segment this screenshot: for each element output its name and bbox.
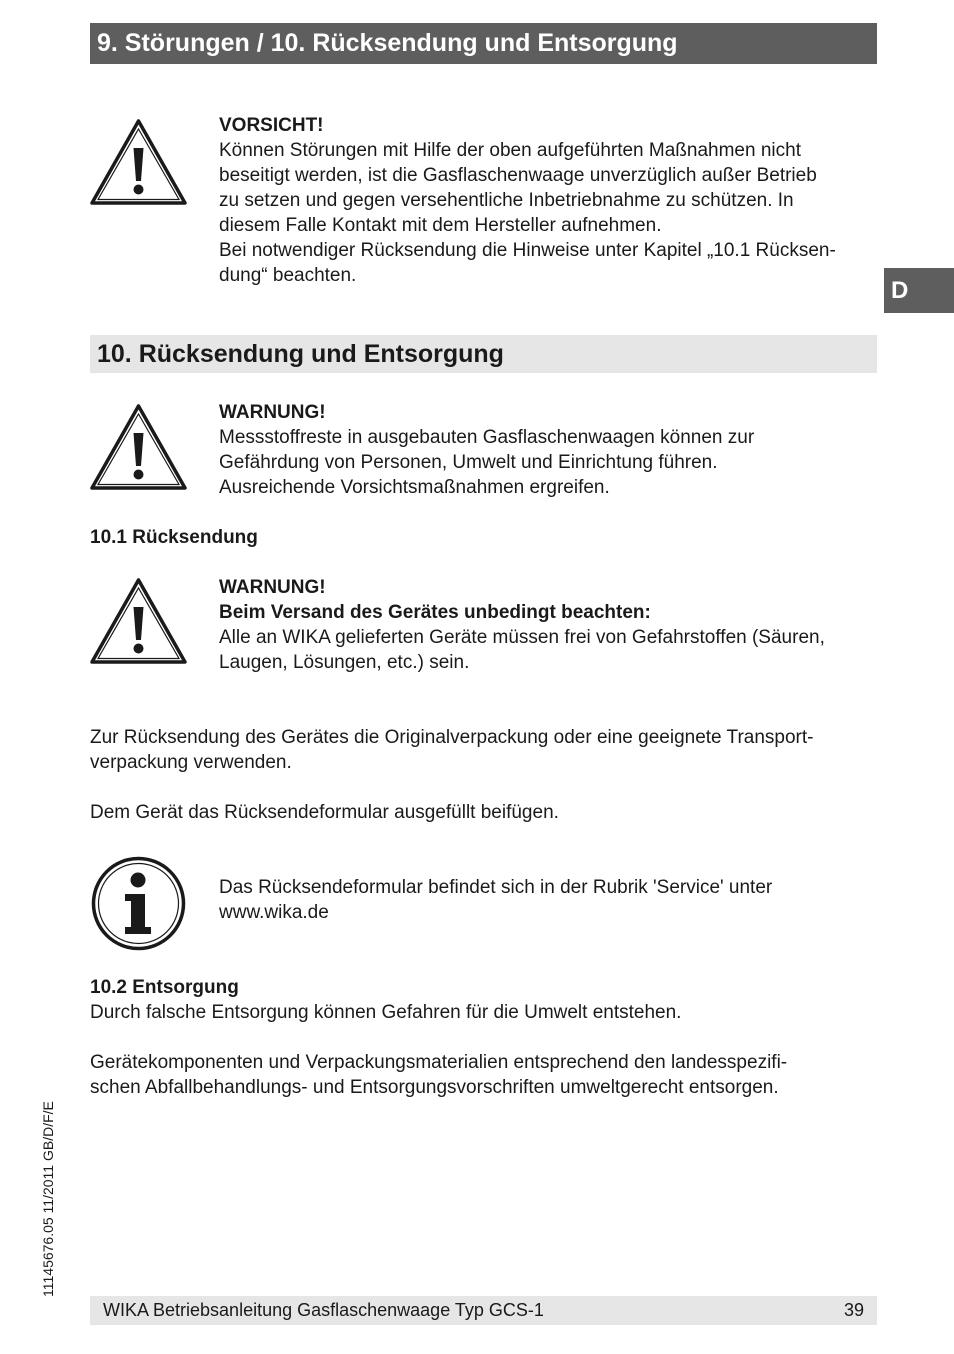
paragraph-line: Gerätekomponenten und Verpackungsmaterialien entsprechend den landesspezifi- xyxy=(90,1052,788,1073)
warning-subtitle: Beim Versand des Gerätes unbedingt beachten: xyxy=(219,602,651,623)
caution-line: zu setzen und gegen versehentliche Inbetriebnahme zu schützen. In xyxy=(219,190,794,211)
warning-text xyxy=(219,400,879,500)
warning-label: WARNUNG! xyxy=(219,577,326,598)
page-footer xyxy=(90,1296,877,1325)
caution-text xyxy=(219,113,879,288)
info-line: www.wika.de xyxy=(219,902,329,923)
subsection-heading: 10.2 Entsorgung xyxy=(90,977,239,998)
warning-line: Messstoffreste in ausgebauten Gasflaschenwaagen können zur xyxy=(219,427,755,448)
paragraph-line: verpackung verwenden. xyxy=(90,752,292,773)
paragraph-line: Dem Gerät das Rücksendeformular ausgefüllt beifügen. xyxy=(90,802,559,823)
caution-line: Können Störungen mit Hilfe der oben aufgeführten Maßnahmen nicht xyxy=(219,140,801,161)
warning-line: Alle an WIKA gelieferten Geräte müssen frei von Gefahrstoffen (Säuren, xyxy=(219,627,825,648)
paragraph-line: Zur Rücksendung des Gerätes die Originalverpackung oder eine geeignete Transport- xyxy=(90,727,814,748)
return-paragraph xyxy=(90,800,880,825)
warning-triangle-icon xyxy=(90,403,187,491)
language-tab: D xyxy=(884,268,954,313)
caution-label: VORSICHT! xyxy=(219,115,324,136)
caution-line: diesem Falle Kontakt mit dem Hersteller aufnehmen. xyxy=(219,215,662,236)
paragraph-line: Durch falsche Entsorgung können Gefahren für die Umwelt entstehen. xyxy=(90,1002,682,1023)
page-header-title: 9. Störungen / 10. Rücksendung und Entsorgung xyxy=(90,23,877,64)
warning-triangle-icon xyxy=(90,118,187,206)
return-paragraph xyxy=(90,725,880,775)
info-line: Das Rücksendeformular befindet sich in der Rubrik 'Service' unter xyxy=(219,877,773,898)
info-icon xyxy=(90,855,187,952)
info-text xyxy=(219,875,879,925)
section-heading: 10. Rücksendung und Entsorgung xyxy=(90,335,877,373)
warning-text xyxy=(219,575,879,675)
disposal-paragraph xyxy=(90,1050,880,1100)
warning-line: Gefährdung von Personen, Umwelt und Einrichtung führen. xyxy=(219,452,718,473)
warning-line: Laugen, Lösungen, etc.) sein. xyxy=(219,652,470,673)
document-code: 11145676.05 11/2011 GB/D/F/E xyxy=(40,1101,56,1297)
subsection-heading: 10.1 Rücksendung xyxy=(90,527,258,548)
paragraph-line: schen Abfallbehandlungs- und Entsorgungsvorschriften umweltgerecht entsorgen. xyxy=(90,1077,779,1098)
warning-label: WARNUNG! xyxy=(219,402,326,423)
page-number: 39 xyxy=(843,1300,864,1320)
warning-triangle-icon xyxy=(90,577,187,665)
caution-line: dung“ beachten. xyxy=(219,265,357,286)
footer-text: WIKA Betriebsanleitung Gasflaschenwaage Typ GCS-1 xyxy=(103,1300,544,1320)
caution-line: Bei notwendiger Rücksendung die Hinweise unter Kapitel „10.1 Rücksen- xyxy=(219,240,836,261)
caution-line: beseitigt werden, ist die Gasflaschenwaage unverzüglich außer Betrieb xyxy=(219,165,817,186)
disposal-section xyxy=(90,975,880,1025)
warning-line: Ausreichende Vorsichtsmaßnahmen ergreifen. xyxy=(219,477,610,498)
